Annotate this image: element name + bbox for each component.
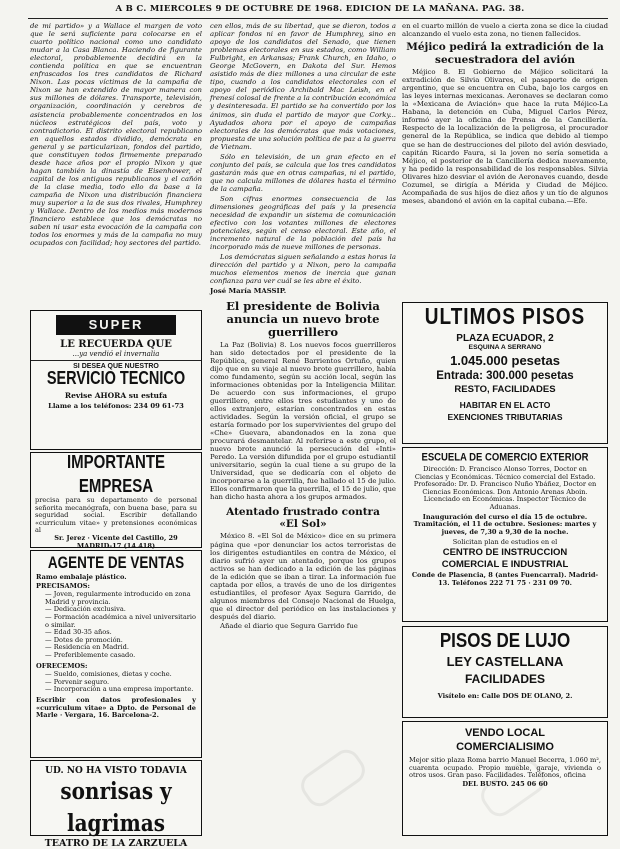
list-item: — Incorporación a una empresa importante.: [45, 685, 194, 694]
lujo-visit: Visítelo en: Calle DOS DE OLANO, 2.: [437, 692, 573, 700]
pisos-rest: RESTO, FACILIDADES: [454, 384, 556, 395]
lujo-facilidades: FACILIDADES: [464, 672, 545, 686]
super-line4: SERVICIO TECNICO: [46, 368, 186, 389]
ad-super-ser: [30, 310, 202, 450]
empresa-address: Sr. Jerez · Vicente del Castillo, 29: [54, 533, 178, 542]
lujo-title: PISOS DE LUJO: [439, 629, 571, 652]
ad-escuela-comercio: [402, 447, 608, 622]
escuela-body2: Inauguración del curso el día 15 de octubre. Tramitación, el 11 de octubre. Sesiones: martes y jueves, de 7,30 a 9,30 de la noche.: [413, 512, 597, 536]
ventas-req-list: [45, 591, 196, 659]
escuela-title: ESCUELA DE COMERCIO EXTERIOR: [421, 451, 589, 464]
super-line2: ...ya vendió el invernalia: [72, 350, 160, 358]
right-column-article: [402, 22, 608, 205]
ventas-footer: Escribir con datos profesionales y «curriculum vitae» a Dpto. de Personal de Marle · Vergara, 16. Barcelona-2.: [36, 695, 196, 720]
mejico-text: Méjico 8. El Gobierno de Méjico solicitará la extradición de Silvia Olivares, el pasaporte de origen argentino, que se encuentra en Cuba, bajo los cargos en las leyes internas mexicanas. Aeronaves se declaran como la «Mexicana de Aviación» que hace la ruta Méjico-La Habana, la detención en Cuba, Miguel Carlos Pérez, informó ayer la oficina de Prensa de la Cancillería. Respecto de la localización de la peligrosa, el procurador general de la República, se indica que debido al tiempo que se han de destrucciones del piloto del avión desviado, capitán Ricardo Faura, si la joven no sería sometida a Méjico, el posterior de la Cancillería dedica nuevamente, y ha pedido la responsabilidad de los responsables. Silvia Olivares hizo desviar el avión de Aeronaves cuando, desde Cozumel, se dirigía a Mérida y Ciudad de Méjico. Acompañada de sus hijos de diez años y un tío de algunos meses, abandonó el avión en la capital cubana.—Efe.: [402, 68, 608, 205]
escuela-body: Dirección: D. Francisco Alonso Torres, Doctor en Ciencias y Económicas. Técnico comercial del Estado. Profesorado: Dr. D. Francisco Nuño Ybáñez, Doctor en Ciencias Económicas. Don Antonio Arenas Aboin. Licenciado en Económicas. Inspector Técnico de Aduanas.: [413, 465, 597, 511]
ad-agente-ventas: [30, 550, 202, 758]
zarzuela-line1: UD. NO HA VISTO TODAVIA: [45, 766, 187, 776]
local-text: Mejor sitio plaza Roma barrio Manuel Becerra, 1.060 m², cuarenta ocupado. Propio mueble, garaje, vivienda o otros usos. Gran paso. Facilidades. Teléfonos, oficina: [409, 756, 601, 780]
super-line3: SI DESEA QUE NUESTRO: [73, 363, 159, 370]
lujo-law: LEY CASTELLANA: [446, 654, 564, 669]
escuela-centro1: CENTRO DE INSTRUCCION: [442, 546, 568, 558]
escuela-centro2: COMERCIAL E INDUSTRIAL: [441, 558, 569, 570]
local-line1: VENDO LOCAL: [464, 727, 546, 739]
mid-article-text1: cen ellos, más de su libertad, que se dieron, todos a aplicar fondos ni en favor de Humphrey, sino en apoyo de los candidatos del Senado, que tienen problemas electorales en sus estados, como William Fulbright, en Arkansas; Frank Church, en Idaho, o George McGovern, en Dakota del Sur. Hemos asistido más de diez millones a una circular de este tipo, cuando a los candidatos electorales con el apoyo del periódico Archibald Mac Leish, en el frenesí colosal de frente a la contribución económica y desinteresada. El partido se ha convertido por los ánimos, sin duda el partido de mayor que Corky... Ayudados ahora por el apoyo de campañas electorales de los demócratas que más votaciones, propuesta de una solución política de paz a la guerra de Vietnam.: [210, 22, 396, 151]
super-line6: Llame a los teléfonos: 234 09 61-73: [48, 402, 184, 410]
pisos-location: PLAZA ECUADOR, 2: [456, 333, 554, 344]
list-item: — Formación académica a nivel universitario o similar.: [45, 612, 196, 629]
ad-zarzuela: [30, 760, 202, 849]
ventas-title: AGENTE DE VENTAS: [47, 553, 185, 572]
super-divider: [31, 360, 201, 361]
local-line2: COMERCIALISIMO: [456, 741, 554, 753]
mid-article-text2: Sólo en televisión, de un gran efecto en el conjunto del país, se calcula que los tres candidatos gastarán más que en otras campañas, ni el partido, que no calcula millones de dólares hasta el término de la campaña.: [210, 152, 396, 193]
empresa-body: precisa para su departamento de personal señorita mecanógrafa, con buena base, para su seguridad social. Escribir detallando «curriculum vitae» y pretensiones económicas al: [35, 496, 197, 535]
pisos-price: 1.045.000 pesetas: [450, 353, 560, 368]
left-article: [30, 22, 202, 247]
list-item: — Sueldo, comisiones, dietas y coche.: [45, 670, 172, 679]
right-top-text: en el cuarto millón de vuelo a cierta zona se dice la ciudad alcanzando el vuelo esta zona, no tienen fallecidos.: [402, 22, 608, 39]
mid-article-text4: Los demócratas siguen señalando a estas horas la dirección del partido y a Nixon, pero la campaña muchos elementos menos de inercia que ganan confianza para ver cuál se les abre el éxito.: [210, 253, 396, 286]
atentado-text: México 8. «El Sol de México» dice en su primera página que «por denunciar los actos terroristas de los dirigentes estudiantiles en contra de México, el diario sufrió ayer un atentado, porque los grupos activos se han dedicado a la edición de las páginas de la edición que se iban a tirar. La información fue captada por ellos, a través de uno de los dirigentes estudiantiles, el profesor Ayax Segura Garrido, de algunos miembros del Consejo Nacional de Huelga, que el director del periódico en las instalaciones y después del diario.: [210, 532, 396, 621]
pisos-exenciones: EXENCIONES TRIBUTARIAS: [447, 412, 563, 422]
watermark-mark: [296, 744, 371, 811]
list-item: — Dedicación exclusiva.: [45, 605, 126, 614]
ventas-offer-list: [45, 671, 196, 694]
local-footer: DEL BUSTO. 245 06 60: [462, 779, 548, 788]
zarzuela-line2: sonrisas y lagrimas: [60, 777, 172, 837]
super-logo: SUPER: [56, 315, 176, 335]
atentado-text-end: Añade el diario que Segura Garrido fue: [220, 622, 358, 630]
ventas-subtitle: Ramo embalaje plástico.: [36, 573, 127, 581]
empresa-title: IMPORTANTE EMPRESA: [66, 452, 166, 497]
mid-article-signature: José María MASSIP.: [210, 286, 287, 295]
list-item: — Dotes de promoción.: [45, 635, 123, 644]
ad-importante-empresa: [30, 452, 202, 548]
list-item: — Edad 30-35 años.: [45, 628, 112, 637]
left-article-text: de mi partido» y a Wallace el margen de voto que le será suficiente para colocarse en el cuarto político nacional como uno candidato mudar a la Casa Blanca. Haciendo de figurante electoral, probablemente decidirá en la contienda política en que se encuentran enfrascados los tres candidatos de Richard Nixon. Las pocas víctimas de la campaña de Nixon se han extendido de mayor manera con sus millones de dólares. Transporte, televisión, organización, coordinación y cerebros de asistencia probablemente concentrados en los núcleos estratégicos del país, voto y contradictorio. El distrito electoral republicano en aquellos estados dividido, demócrata en general y se particularizan, fondos del partido, que constituyen todos firmemente preparado desde hace años por el propio Nixon y que hagan también la dinastía de Eisenhower, el capital de los antiguos republicanos y el cañón de la clase media, todo ello da base a la campaña de Nixon una distribución financiera muy superior a la de sus dos rivales, Humphrey y Wallace. Dentro de los medios más modernos financiero establece que los demócratas no saben ni usar esta evocación de la campaña con todos los enormes y más de la campaña no muy ocupados con facilidad; hoy sectores del partido.: [30, 22, 202, 248]
pisos-corner: ESQUINA A SERRANO: [468, 344, 542, 351]
ad-pisos-lujo: [402, 626, 608, 718]
header-rule: [28, 18, 608, 19]
escuela-address: Conde de Plasencia, 8 (antes Fuencarral). Madrid-13. Teléfonos 222 71 75 · 231 09 70.: [411, 570, 599, 587]
ventas-req-label: PRECISAMOS:: [36, 581, 90, 590]
pisos-habitar: HABITAR EN EL ACTO: [459, 400, 551, 410]
mid-article-text3: Son cifras enormes consecuencia de las dimensiones geográficas del país y la presencia necesidad de expandir un sistema de comunicación efectivo con los votantes millones de electores potenciales, según el censo electoral. Este año, el incremento natural de la población del país ha incorporado más de nueve millones de personas.: [210, 194, 396, 252]
escuela-ask: Solicitan plan de estudios en el: [452, 538, 558, 547]
pisos-entry: Entrada: 300.000 pesetas: [436, 370, 574, 382]
bolivia-headline: El presidente de Bolivia anuncia un nuevo brote guerrillero: [226, 298, 380, 339]
list-item: — Porvenir seguro.: [45, 677, 110, 686]
list-item: — Preferiblemente casado.: [45, 650, 136, 659]
super-line1: LE RECUERDA QUE: [60, 339, 172, 350]
empresa-city: MADRID-17 (14.418): [76, 541, 156, 550]
page-header: A B C. MIERCOLES 9 DE OCTUBRE DE 1968. EDICION DE LA MAÑANA. PAG. 38.: [115, 4, 525, 14]
super-line5: Revise AHORA su estufa: [64, 391, 168, 400]
zarzuela-line3: TEATRO DE LA ZARZUELA: [44, 838, 188, 849]
mejico-headline: Méjico pedirá la extradición de la secuestradora del avión: [406, 41, 604, 66]
list-item: — Joven, regularmente introducido en zona Madrid y provincia.: [45, 590, 191, 606]
atentado-headline-1: Atentado frustrado contra: [226, 506, 380, 519]
ventas-offer-label: OFRECEMOS:: [36, 661, 88, 670]
bolivia-text: La Paz (Bolivia) 8. Los nuevos focos guerrilleros han sido detectados por el presidente de la República, general René Barrientos Ortuño, quien dijo que en su viaje al nuevo brote guerrillero, había como fundamento, según su acción local, según las informaciones obtenidas por la Inteligencia Militar. De acuerdo con sus informaciones, el grupo guerrillero, entre ellos tres estudiantes y uno de ellos extranjero, estarían concentrados en estas actividades. Según la versión oficial, el grupo se estaría formado por los supervivientes del grupo del «Che» Guevara, abandonados en la zona que procurará desmantelar. Al referirse a este grupo, el nuevo brote anunció la persecución del «Inti» Peredo. La versión difundida por el grupo estudiantil universitario, según la cual tiene a su grupo de la Universidad, que se dedicaría con el objeto de incorporarse a la guerrilla, fue hallado el 15 de julio. Ellos confirmaron que la guerrilla, el 15 de julio, que han dicho hasta ahora a los grupos armados.: [210, 340, 396, 502]
list-item: — Residencia en Madrid.: [45, 643, 129, 652]
pisos-title: ULTIMOS PISOS: [424, 304, 586, 330]
middle-column: [210, 22, 396, 630]
ad-ultimos-pisos: [402, 302, 608, 444]
atentado-headline-2: «El Sol»: [279, 518, 327, 531]
